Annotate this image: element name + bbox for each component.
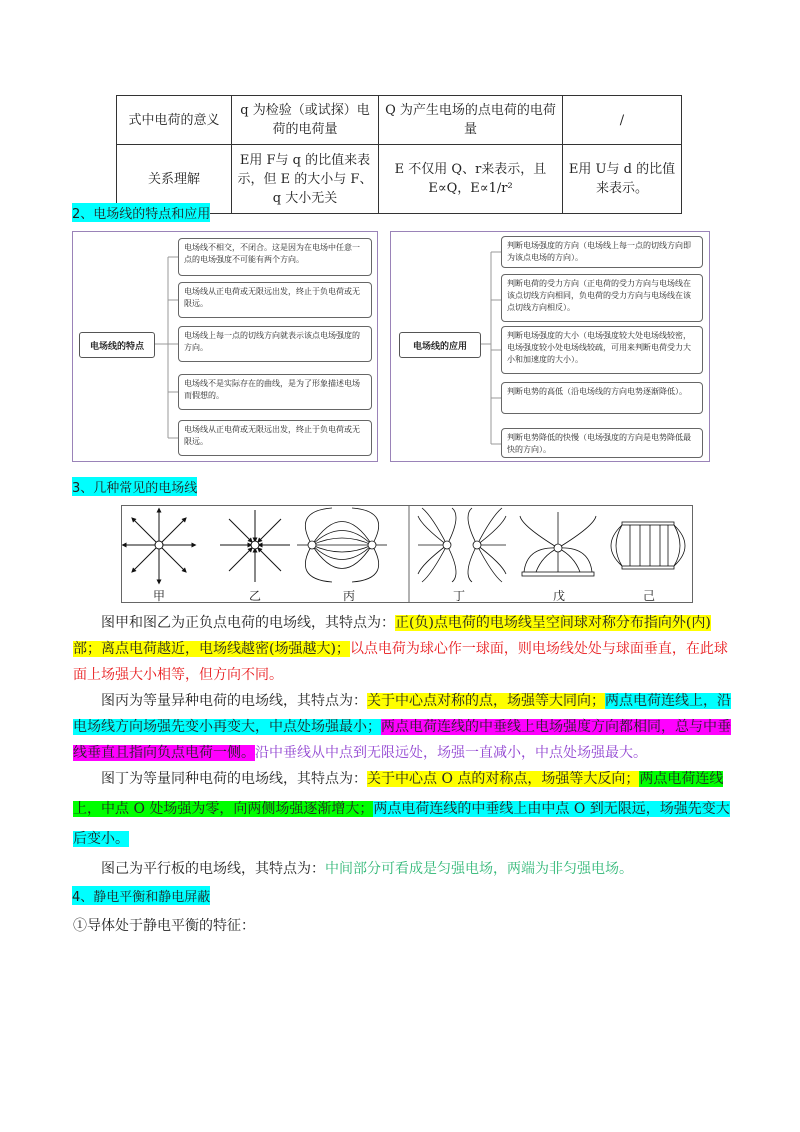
opposite-charges-field xyxy=(297,508,387,582)
comparison-table xyxy=(116,95,682,214)
para-lead: 图甲和图乙为正负点电荷的电场线，其特点为： xyxy=(101,615,395,631)
table-row xyxy=(117,96,682,145)
mindmap-applications xyxy=(390,231,710,462)
sub-heading: ①导体处于静电平衡的特征： xyxy=(73,918,255,934)
mindmap-features xyxy=(72,231,378,462)
mindmap-branch: 判断电势的高低（沿电场线的方向电势逐渐降低）。 xyxy=(501,382,703,414)
table-cell: q 为检验（或试探）电荷的电荷量 xyxy=(232,96,379,145)
highlight-text: 两点电荷连线上，沿电场线方向场强先变小再变大，中点处场强最小； xyxy=(73,693,731,735)
paragraph-like-charges xyxy=(73,764,733,854)
para-lead: 图己为平行板的电场线，其特点为： xyxy=(101,861,325,877)
table-cell-line: E 不仅用 Q、r来表示，且 xyxy=(394,162,547,177)
field-lines-figure xyxy=(121,505,693,603)
note-text: 中间部分可看成是匀强电场，两端为非匀强电场。 xyxy=(325,861,633,877)
mindmap-branch: 判断电场强度的方向（电场线上每一点的切线方向即为该点电场的方向）。 xyxy=(501,236,703,268)
note-text: 以点电荷为球心作一球面，则电场线处处与球面垂直，在此球面上场强大小相等，但方向不同。 xyxy=(73,641,728,683)
table-cell: Q 为产生电场的点电荷的电荷量 xyxy=(379,96,563,145)
para-lead: 图丙为等量异种电荷的电场线，其特点为： xyxy=(101,693,367,709)
highlight-text: 关于中心点对称的点，场强等大同向； xyxy=(367,693,605,709)
figure-label: 丙 xyxy=(343,589,356,603)
like-charges-field xyxy=(418,508,506,582)
highlight-text: 两点电荷连线的中垂线上由中点 O 到无限远，场强先变大后变小。 xyxy=(73,801,730,847)
table-cell: E用 F与 q 的比值来表示，但 E 的大小与 F、q 大小无关 xyxy=(232,145,379,214)
figure-label: 乙 xyxy=(249,589,262,603)
mindmap-branch: 电场线从正电荷或无限远出发，终止于负电荷或无限远。 xyxy=(178,282,372,318)
negative-charge-field xyxy=(220,510,290,582)
figure-label: 己 xyxy=(643,589,656,603)
note-text: 沿中垂线从中点到无限远处，场强一直减小，中点处场强最大。 xyxy=(255,745,647,761)
mindmap-center: 电场线的应用 xyxy=(399,332,481,358)
highlight-text: 两点电荷连线上，中点 O 处场强为零，向两侧场强逐渐增大； xyxy=(73,771,724,817)
charge-plate-field xyxy=(520,512,596,576)
paragraph-point-charges xyxy=(73,610,733,688)
mindmap-center: 电场线的特点 xyxy=(79,332,155,358)
table-cell: 式中电荷的意义 xyxy=(117,96,232,145)
paragraph-parallel-plates xyxy=(73,856,733,882)
table-cell: E用 U与 d 的比值来表示。 xyxy=(563,145,682,214)
mindmap-branch: 判断电场强度的大小（电场强度较大处电场线较密，电场强度较小处电场线较疏，可用来判断电荷受力大小和加速度的大小）。 xyxy=(501,326,703,374)
mindmap-branch: 电场线不相交，不闭合。这是因为在电场中任意一点的电场强度不可能有两个方向。 xyxy=(178,238,372,276)
highlight-text: 正(负)点电荷的电场线呈空间球对称分布指向外(内)部；离点电荷越近，电场线越密(场强越大)； xyxy=(73,615,711,657)
table-cell: 关系理解 xyxy=(117,145,232,214)
table-cell: / xyxy=(563,96,682,145)
paragraph-opposite-charges xyxy=(73,688,733,766)
parallel-plates-field xyxy=(611,522,685,569)
mindmap-branch: 判断电势降低的快慢（电场强度的方向是电势降低最快的方向）。 xyxy=(501,428,703,458)
mindmap-branch: 判断电荷的受力方向（正电荷的受力方向与电场线在该点切线方向相同，负电荷的受力方向与电场线在该点切线方向相反）。 xyxy=(501,274,703,322)
para-lead: 图丁为等量同种电荷的电场线，其特点为： xyxy=(101,771,367,787)
table-cell xyxy=(379,145,563,214)
table-cell-line: E∝Q，E∝1/r² xyxy=(428,181,513,196)
section-heading: 4、静电平衡和静电屏蔽 xyxy=(72,886,210,905)
section-heading: 2、电场线的特点和应用 xyxy=(72,203,210,222)
highlight-text: 关于中心点 O 点的对称点，场强等大反向； xyxy=(367,771,640,787)
figure-label: 戊 xyxy=(553,589,566,603)
mindmap-branch: 电场线从正电荷或无限远出发，终止于负电荷或无限远。 xyxy=(178,420,372,456)
figure-label: 甲 xyxy=(153,589,166,603)
field-lines-diagram xyxy=(122,506,692,602)
mindmap-branch: 电场线不是实际存在的曲线，是为了形象描述电场而假想的。 xyxy=(178,374,372,410)
section-heading: 3、几种常见的电场线 xyxy=(72,477,197,496)
mindmap-branch: 电场线上每一点的切线方向就表示该点电场强度的方向。 xyxy=(178,326,372,362)
positive-charge-field xyxy=(124,510,194,582)
highlight-text: 两点电荷连线的中垂线上电场强度方向都相同，总与中垂线垂直且指向负点电荷一侧。 xyxy=(73,719,731,761)
figure-label: 丁 xyxy=(453,589,466,603)
